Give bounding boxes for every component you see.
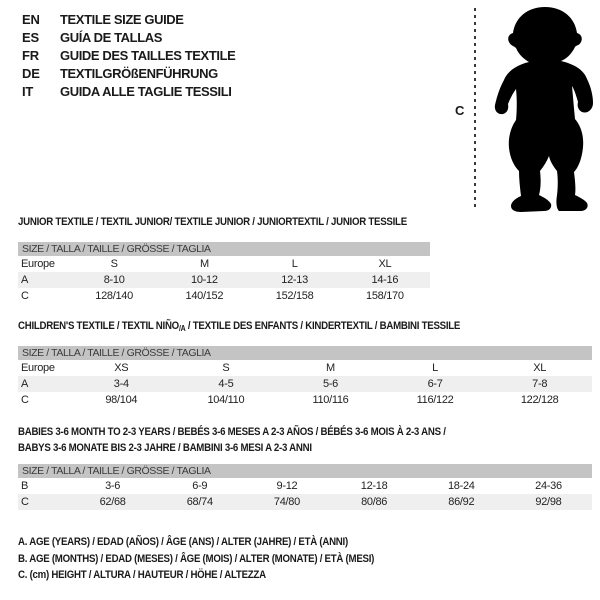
size-cell: 12-13 [281, 274, 308, 286]
size-cell: 80/86 [361, 496, 388, 508]
size-cell: XS [114, 362, 129, 374]
size-cell: 116/122 [416, 394, 454, 406]
language-row-fr [22, 47, 235, 65]
size-cell: 18-24 [447, 480, 475, 492]
row-label: C [21, 290, 29, 302]
language-row-it [22, 83, 235, 101]
language-title: TEXTILE SIZE GUIDE [60, 12, 184, 27]
children-title-subscript: /A [178, 324, 186, 333]
language-list [22, 11, 235, 101]
language-code: DE [22, 66, 40, 81]
size-row-a [18, 376, 592, 392]
children-size-table [18, 346, 592, 408]
size-cell: 7-8 [532, 378, 548, 390]
language-code: IT [22, 84, 34, 99]
row-label: Europe [21, 362, 55, 374]
size-cell: 152/158 [275, 290, 314, 302]
size-row-c [18, 392, 592, 408]
junior-section-title: JUNIOR TEXTILE / TEXTIL JUNIOR/ TEXTILE JUNIOR / JUNIORTEXTIL / JUNIOR TESSILE [18, 216, 407, 228]
language-code: ES [22, 30, 39, 45]
row-label: A [21, 274, 29, 286]
footnote-c: C. (cm) HEIGHT / ALTURA / HAUTEUR / HÖHE / ALTEZZA [18, 569, 266, 581]
size-cell: 158/170 [366, 290, 404, 302]
size-cell: 68/74 [186, 496, 213, 508]
size-cell: 74/80 [273, 496, 300, 508]
size-cell: 14-16 [371, 274, 399, 286]
children-section-title [18, 320, 460, 333]
babies-title-line1: BABIES 3-6 MONTH TO 2-3 YEARS / BEBÉS 3-6 MESES A 2-3 AÑOS / BÉBÉS 3-6 MOIS À 2-3 ANS / [18, 426, 446, 438]
size-row-c [18, 494, 592, 510]
row-label: A [21, 378, 29, 390]
row-label: C [21, 394, 29, 406]
language-title: GUIDA ALLE TAGLIE TESSILI [60, 84, 232, 99]
row-label: Europe [21, 258, 55, 270]
size-row-a [18, 272, 430, 288]
size-cell: 4-5 [218, 378, 234, 390]
row-label: B [21, 480, 29, 492]
babies-title-line2: BABYS 3-6 MONATE BIS 2-3 JAHRE / BAMBINI 3-6 MESI A 2-3 ANNI [18, 441, 312, 454]
size-header-bar: SIZE / TALLA / TAILLE / GRÖSSE / TAGLIA [18, 346, 592, 360]
language-row-de [22, 65, 235, 83]
size-cell: 3-6 [105, 480, 121, 492]
size-cell: 24-36 [535, 480, 562, 492]
size-cell: 128/140 [95, 290, 133, 302]
size-cell: 122/128 [520, 394, 559, 406]
babies-section-title [18, 425, 446, 456]
size-cell: S [110, 258, 118, 270]
language-title: GUÍA DE TALLAS [60, 30, 163, 45]
language-code: FR [22, 48, 39, 63]
language-code: EN [22, 12, 40, 27]
size-cell: L [291, 258, 298, 270]
size-cell: 6-7 [427, 378, 443, 390]
size-cell: 9-12 [276, 480, 298, 492]
size-header-bar: SIZE / TALLA / TAILLE / GRÖSSE / TAGLIA [18, 242, 430, 256]
size-cell: 110/116 [312, 394, 349, 406]
size-cell: L [432, 362, 438, 374]
size-cell: 140/152 [185, 290, 224, 302]
junior-size-table [18, 242, 430, 304]
size-cell: 92/98 [535, 496, 562, 508]
size-header-bar: SIZE / TALLA / TAILLE / GRÖSSE / TAGLIA [18, 464, 592, 478]
size-row-b [18, 478, 592, 494]
size-cell: 5-6 [322, 378, 338, 390]
height-measure-line [474, 8, 476, 208]
size-cell: S [222, 362, 230, 374]
language-row-en [22, 11, 235, 29]
size-cell: 104/110 [207, 394, 245, 406]
children-title-suffix: / TEXTILE DES ENFANTS / KINDERTEXTIL / BAMBINI TESSILE [185, 320, 461, 332]
language-title: GUIDE DES TAILLES TEXTILE [60, 48, 236, 63]
babies-size-table [18, 464, 592, 510]
language-row-es [22, 29, 235, 47]
size-cell: XL [378, 258, 392, 270]
language-title: TEXTILGRÖßENFÜHRUNG [60, 66, 218, 81]
size-cell: 10-12 [191, 274, 218, 286]
height-measure-label: C [455, 103, 465, 118]
baby-silhouette-icon [478, 2, 600, 214]
size-cell: 86/92 [448, 496, 475, 508]
size-cell: 8-10 [103, 274, 125, 286]
row-label: C [21, 496, 29, 508]
footnotes [18, 534, 423, 584]
size-cell: 62/68 [99, 496, 126, 508]
size-cell: M [326, 362, 335, 374]
footnote-a: A. AGE (YEARS) / EDAD (AÑOS) / ÂGE (ANS) / ALTER (JAHRE) / ETÀ (ANNI) [18, 536, 348, 548]
size-cell: 12-18 [360, 480, 388, 492]
size-cell: 6-9 [192, 480, 208, 492]
size-cell: M [199, 258, 209, 270]
size-row-europe [18, 360, 592, 376]
size-row-europe [18, 256, 430, 272]
size-cell: 3-4 [113, 378, 129, 390]
size-cell: XL [533, 362, 547, 374]
size-row-c [18, 288, 430, 304]
footnote-b: B. AGE (MONTHS) / EDAD (MESES) / ÂGE (MOIS) / ALTER (MONATE) / ETÀ (MESI) [18, 552, 375, 565]
children-title-prefix: CHILDREN'S TEXTILE / TEXTIL NIÑO [18, 320, 179, 332]
size-cell: 98/104 [105, 394, 138, 406]
